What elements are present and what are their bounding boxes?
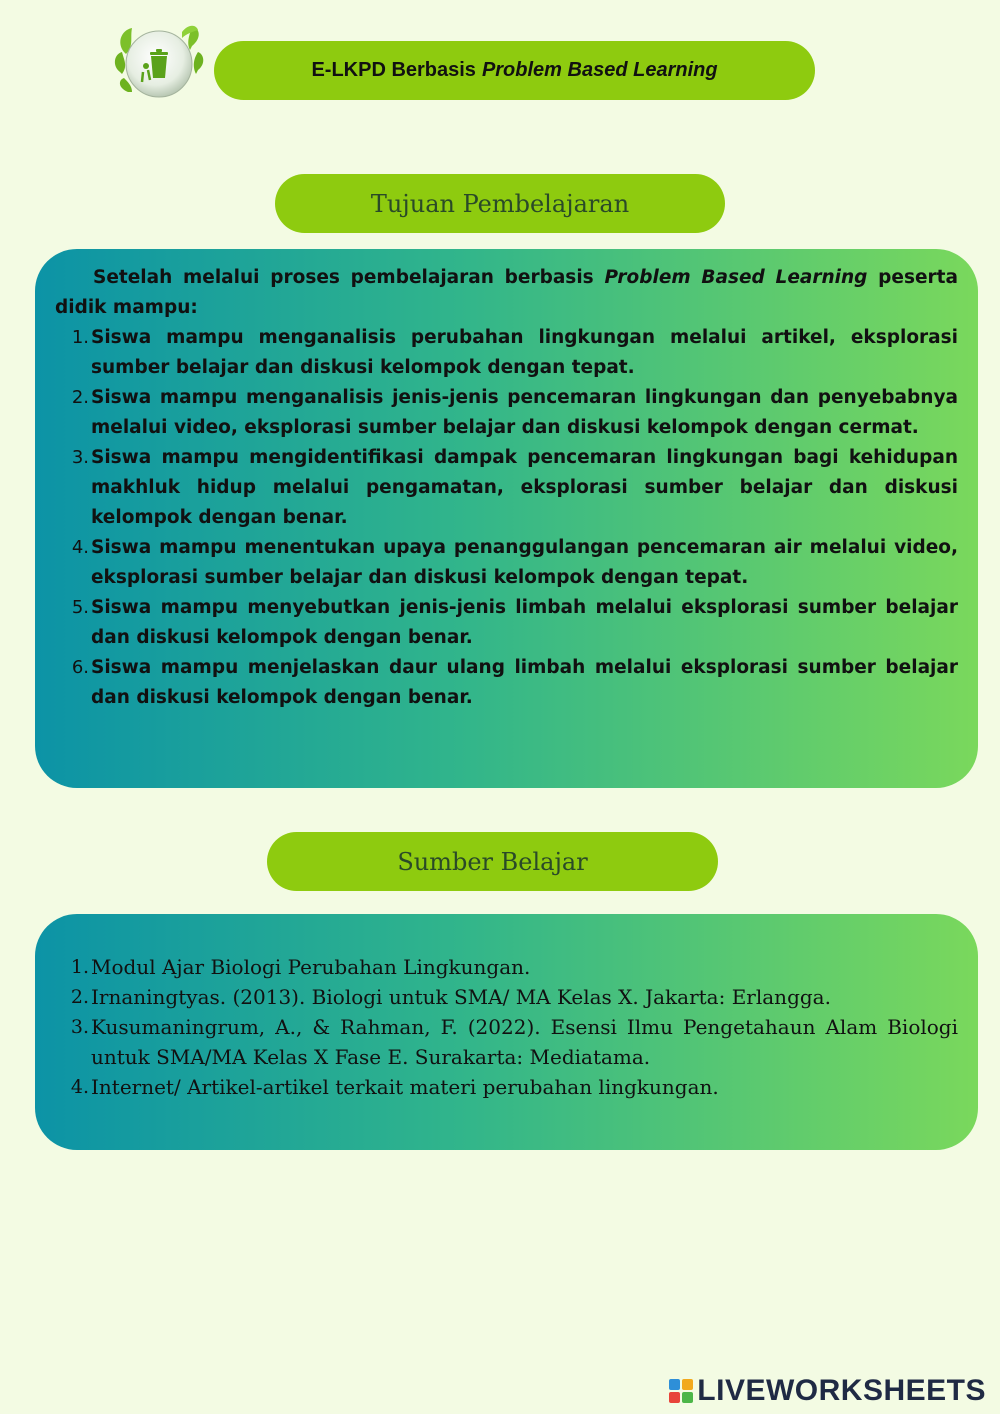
tujuan-box bbox=[35, 249, 978, 788]
tujuan-intro bbox=[55, 263, 958, 323]
sumber-list bbox=[55, 952, 958, 1102]
list-item bbox=[55, 323, 958, 383]
list-item bbox=[55, 593, 958, 653]
list-number: 6. bbox=[71, 657, 89, 678]
list-number: 3. bbox=[70, 1016, 89, 1038]
list-number: 1. bbox=[70, 956, 89, 978]
list-number: 3. bbox=[71, 447, 89, 468]
list-item bbox=[55, 533, 958, 593]
list-item bbox=[55, 653, 958, 713]
list-number: 4. bbox=[70, 1076, 89, 1098]
list-text: Siswa mampu menganalisis perubahan lingkungan melalui artikel, eksplorasi sumber belajar dan diskusi kelompok dengan tepat. bbox=[91, 327, 958, 378]
list-number: 2. bbox=[71, 387, 89, 408]
list-item bbox=[55, 443, 958, 533]
list-item bbox=[55, 1012, 958, 1072]
list-text: Siswa mampu menentukan upaya penanggulangan pencemaran air melalui video, eksplorasi sumber belajar dan diskusi kelompok dengan tepat. bbox=[91, 537, 958, 588]
sumber-box bbox=[35, 914, 978, 1150]
worksheet-title-italic: Problem Based Learning bbox=[481, 59, 718, 81]
list-number: 1. bbox=[71, 327, 89, 348]
list-text: Siswa mampu mengidentifikasi dampak pencemaran lingkungan bagi kehidupan makhluk hidup melalui pengamatan, eksplorasi sumber belajar dan diskusi kelompok dengan benar. bbox=[91, 447, 958, 528]
list-number: 2. bbox=[70, 986, 89, 1008]
list-item bbox=[55, 1072, 958, 1102]
worksheet-title bbox=[214, 41, 815, 100]
list-item bbox=[55, 952, 958, 982]
tujuan-intro-after: peserta didik mampu: bbox=[55, 267, 958, 318]
tujuan-list bbox=[55, 323, 958, 713]
list-text: Irnaningtyas. (2013). Biologi untuk SMA/ MA Kelas X. Jakarta: Erlangga. bbox=[91, 985, 831, 1009]
list-number: 4. bbox=[71, 537, 89, 558]
liveworksheets-watermark[interactable] bbox=[669, 1375, 986, 1407]
tujuan-intro-italic: Problem Based Learning bbox=[604, 267, 868, 288]
list-text: Modul Ajar Biologi Perubahan Lingkungan. bbox=[91, 955, 531, 979]
list-text: Siswa mampu menyebutkan jenis-jenis limbah melalui eksplorasi sumber belajar dan diskusi kelompok dengan benar. bbox=[91, 597, 958, 648]
list-item bbox=[55, 383, 958, 443]
list-text: Siswa mampu menjelaskan daur ulang limbah melalui eksplorasi sumber belajar dan diskusi kelompok dengan benar. bbox=[91, 657, 958, 708]
list-number: 5. bbox=[71, 597, 89, 618]
list-item bbox=[55, 982, 958, 1012]
list-text: Internet/ Artikel-artikel terkait materi perubahan lingkungan. bbox=[91, 1075, 719, 1099]
liveworksheets-logo-icon bbox=[669, 1379, 693, 1403]
list-text: Siswa mampu menganalisis jenis-jenis pencemaran lingkungan dan penyebabnya melalui video, eksplorasi sumber belajar dan diskusi kelompok dengan cermat. bbox=[91, 387, 958, 438]
list-text: Kusumaningrum, A., & Rahman, F. (2022). Esensi Ilmu Pengetahaun Alam Biologi untuk SMA/MA Kelas X Fase E. Surakarta: Mediatama. bbox=[91, 1015, 958, 1069]
recycle-bin-icon bbox=[112, 22, 206, 104]
sumber-heading: Sumber Belajar bbox=[267, 832, 718, 891]
tujuan-heading: Tujuan Pembelajaran bbox=[275, 174, 725, 233]
watermark-text: LIVEWORKSHEETS bbox=[697, 1374, 986, 1407]
tujuan-intro-before: Setelah melalui proses pembelajaran berbasis bbox=[93, 267, 594, 288]
worksheet-title-plain: E-LKPD Berbasis bbox=[311, 59, 476, 81]
